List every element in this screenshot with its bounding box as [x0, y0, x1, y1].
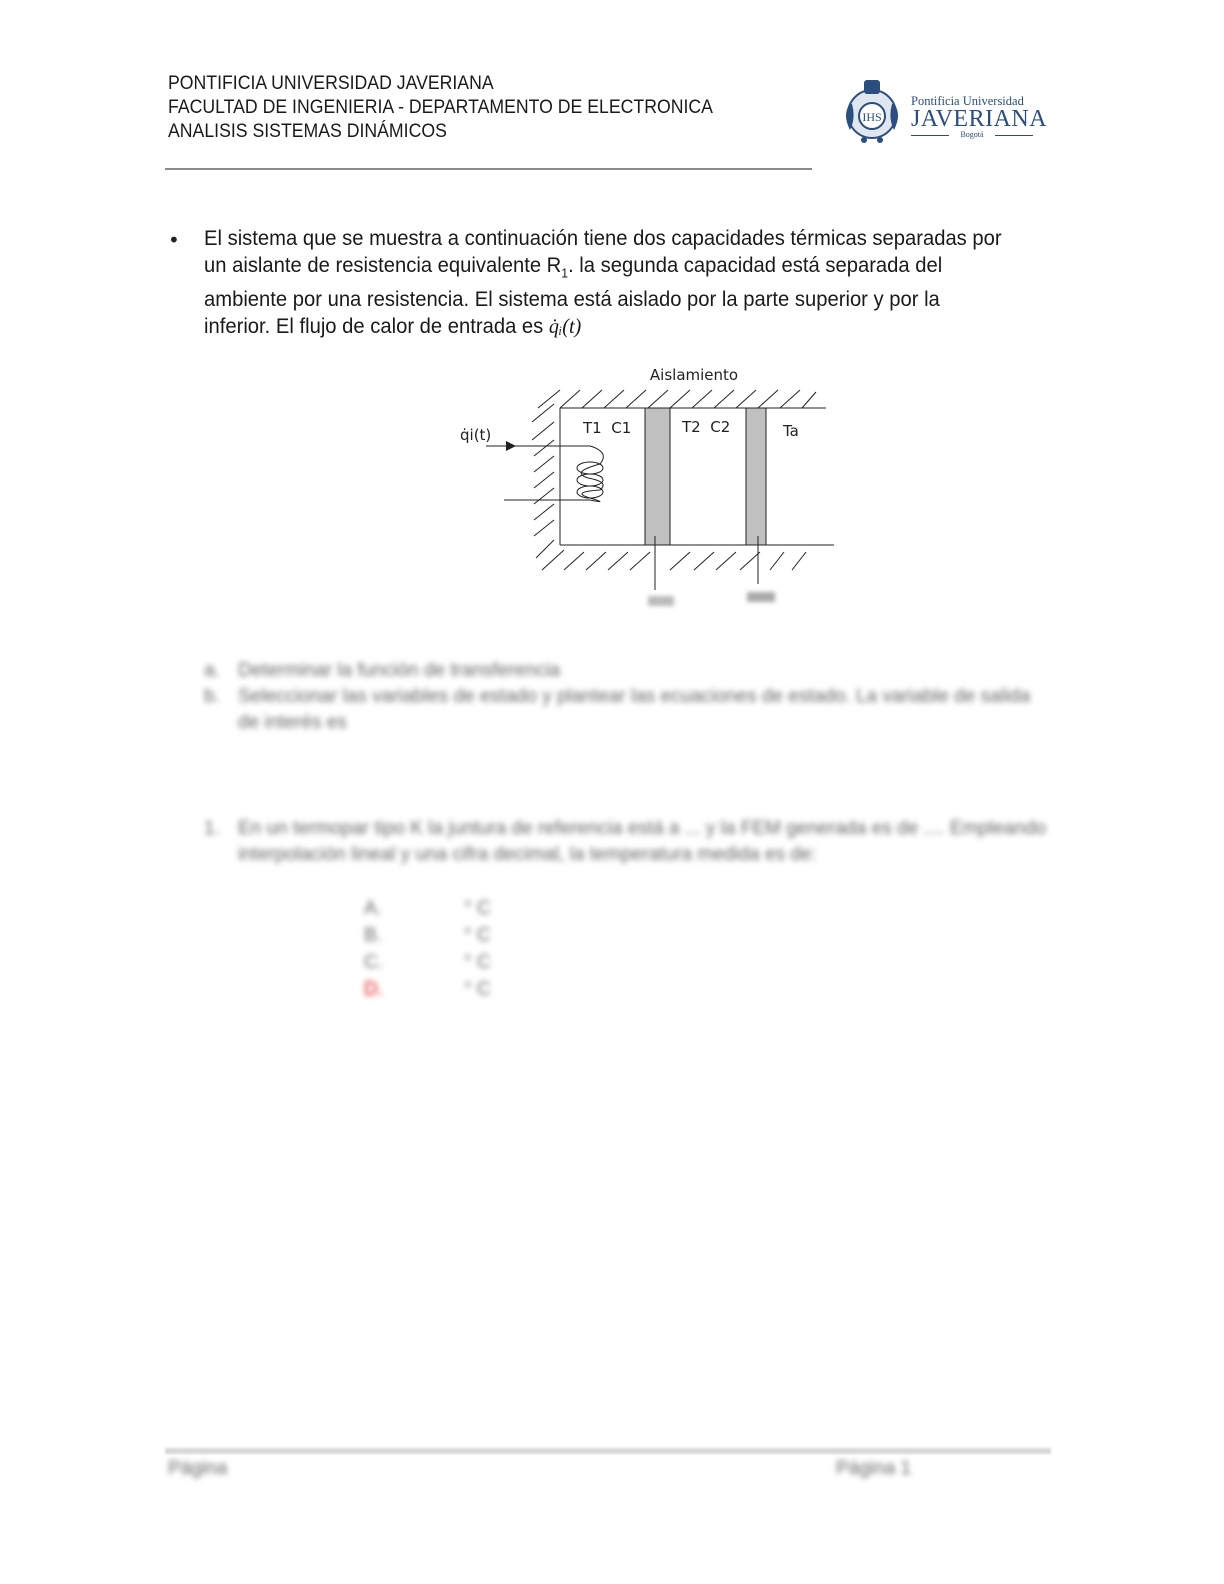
r2-label-redacted	[747, 592, 775, 602]
header-line-faculty: FACULTAD DE INGENIERIA - DEPARTAMENTO DE ELECTRONICA	[168, 97, 713, 118]
option-d: D. ° C	[364, 979, 491, 1000]
bullet-marker: •	[168, 228, 180, 252]
subquestion-b: b. Seleccionar las variables de estado y plantear las ecuaciones de estado. La variable de salida de interés es	[204, 686, 1031, 733]
footer-left-text: Página	[168, 1458, 228, 1479]
problem-statement	[204, 225, 1003, 339]
problem-text-1: El sistema que se muestra a continuación tiene dos capacidades térmicas separadas por un aislante de resistencia equivalente R	[204, 226, 1002, 277]
insulator-r1	[645, 408, 670, 545]
logo-line-pontificia: Pontificia Universidad	[911, 94, 1024, 108]
heat-flow-symbol: q̇ᵢ(t)	[548, 313, 582, 338]
resistance-r2	[746, 408, 766, 545]
footer-divider	[165, 1448, 1051, 1454]
header-divider	[165, 168, 812, 170]
answer-options	[364, 896, 491, 1004]
seal-icon	[836, 74, 908, 146]
header-line-university: PONTIFICIA UNIVERSIDAD JAVERIANA	[168, 73, 494, 94]
problem-subscript: 1	[561, 264, 569, 280]
arrow-head-icon	[506, 441, 516, 451]
logo-line-bogota: Bogotá	[911, 130, 1033, 140]
chamber1-label: T1 C1	[583, 419, 632, 437]
thermal-system-diagram	[450, 360, 840, 610]
ambient-label: Ta	[783, 422, 799, 440]
document-header	[168, 72, 713, 144]
seal-text: IHS	[862, 110, 882, 124]
footer-page-number: Página 1	[836, 1458, 912, 1479]
insulation-hatching	[532, 390, 816, 570]
redacted-subquestions	[204, 658, 1054, 736]
university-logo	[836, 74, 1048, 146]
diagram-title: Aislamiento	[649, 366, 739, 384]
redacted-question: 1. En un termopar tipo K la juntura de referencia está a ... y la FEM generada es de .... Empleando interpolación lineal y una cifra decimal, la temperatura medida es de:	[204, 818, 1046, 865]
subquestion-a: a. Determinar la función de transferencia	[204, 660, 561, 681]
logo-line-javeriana: JAVERIANA	[911, 106, 1048, 132]
chamber2-label: T2 C2	[682, 418, 731, 436]
input-heat-label: q̇i(t)	[460, 426, 492, 444]
r1-label-redacted	[648, 596, 674, 606]
option-a: A. ° C	[364, 898, 491, 919]
heater-coil-icon	[577, 446, 603, 502]
option-c: C. ° C	[364, 952, 491, 973]
option-b: B. ° C	[364, 925, 491, 946]
problem-text-2: . la segunda capacidad está separada del ambiente por una resistencia. El sistema está aislado por la parte superior y por la inferior. El flujo de calor de entrada es	[204, 252, 943, 338]
header-line-course: ANALISIS SISTEMAS DINÁMICOS	[168, 121, 447, 142]
